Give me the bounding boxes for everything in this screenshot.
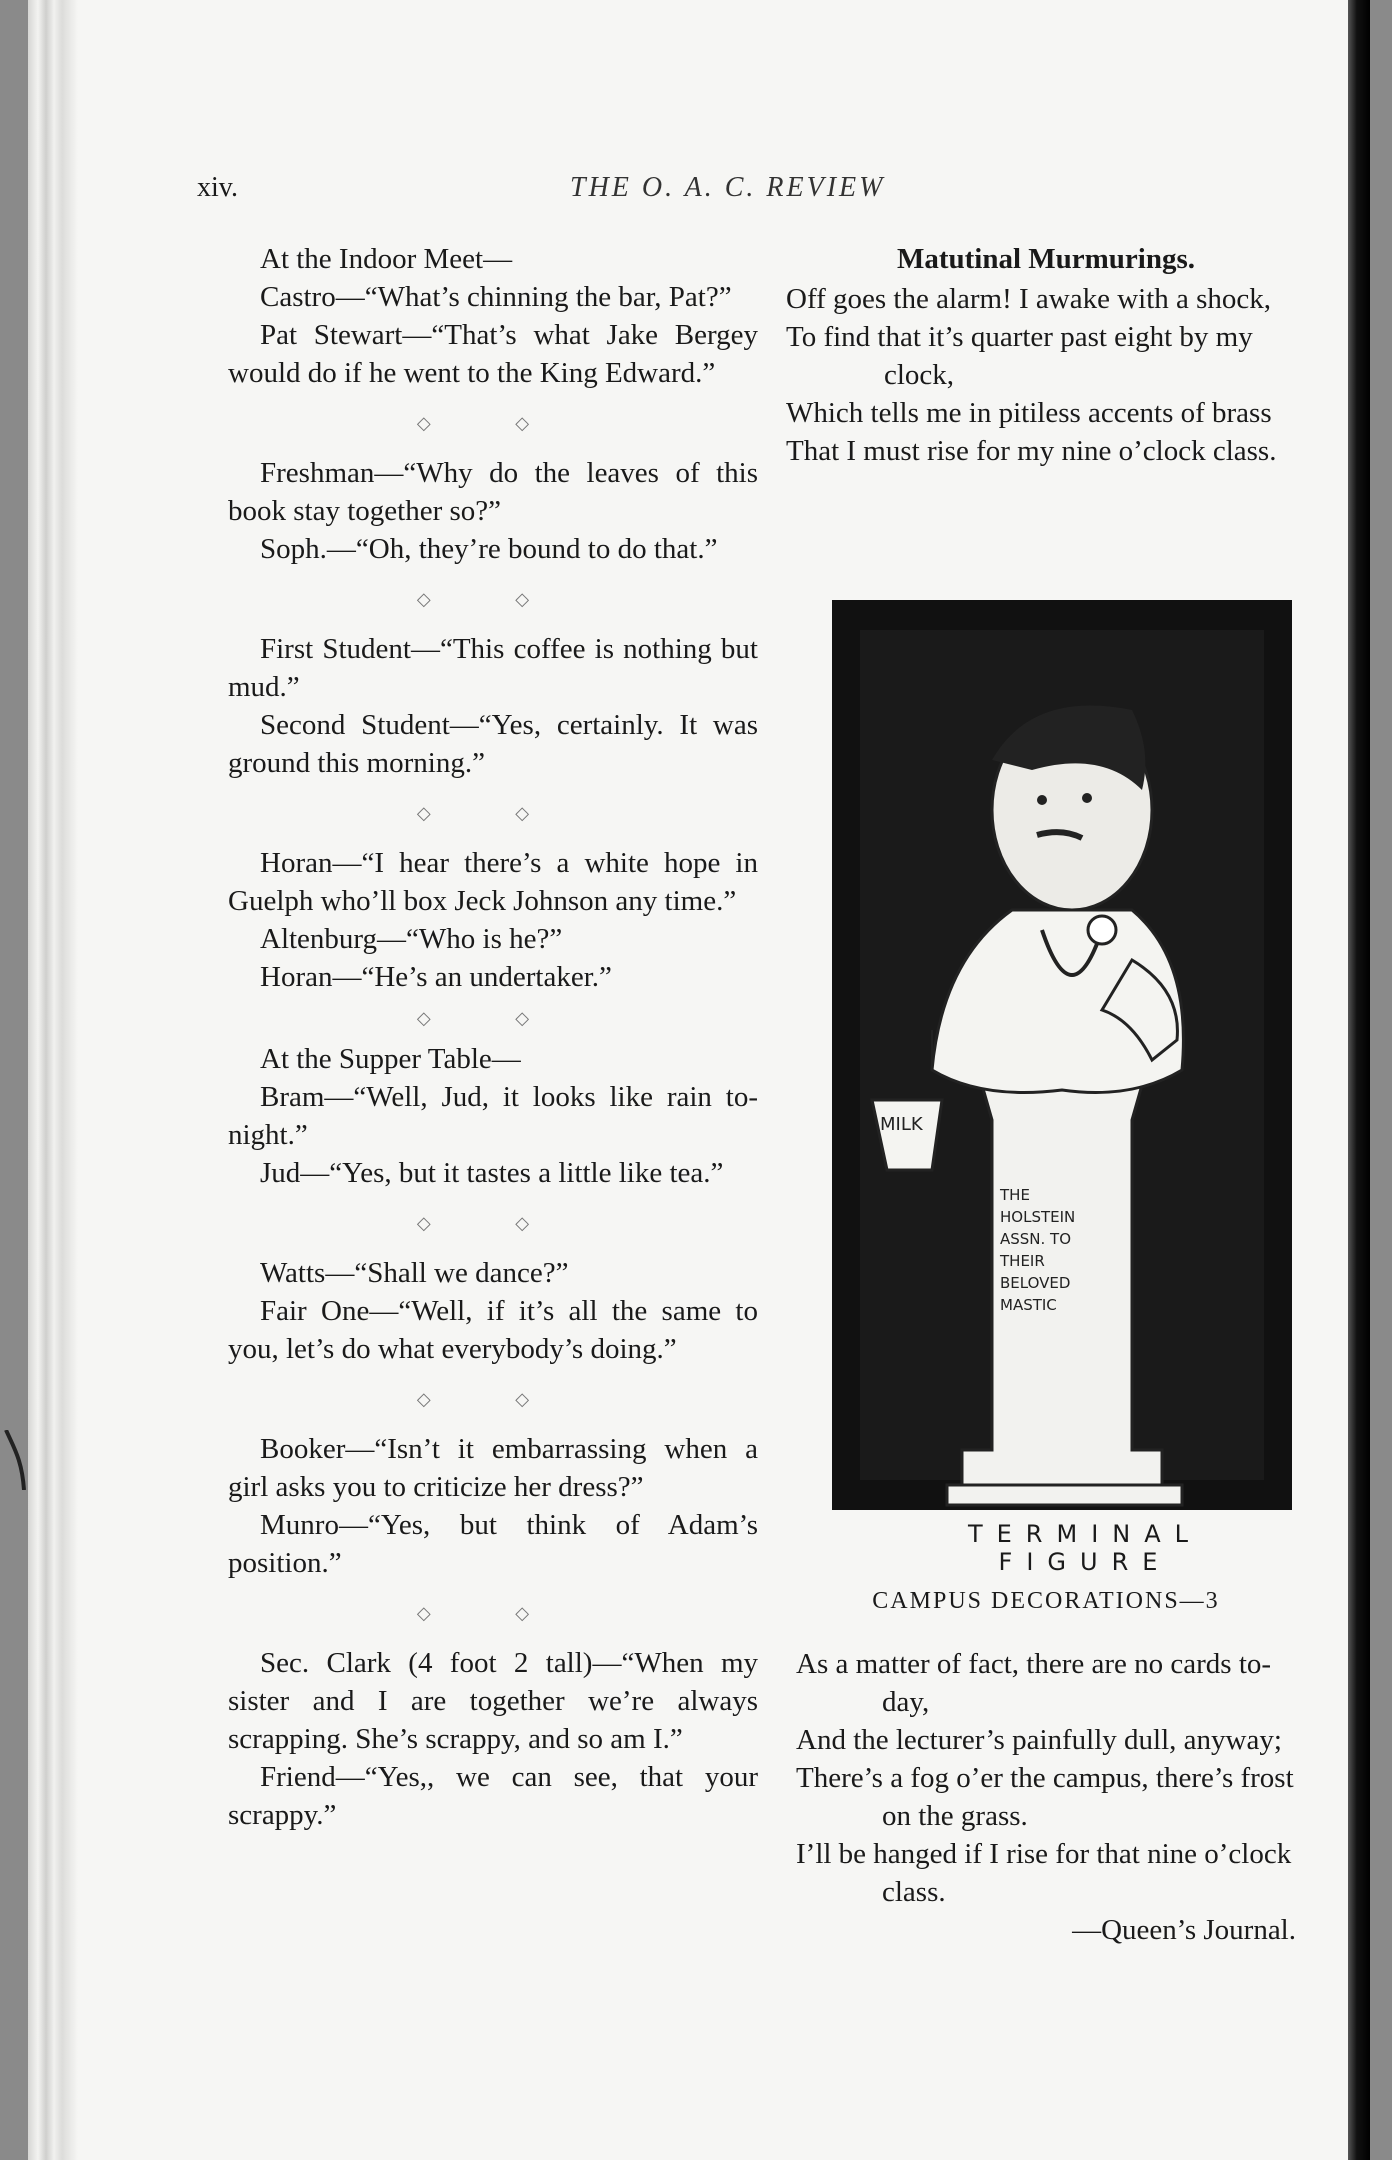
paragraph: Booker—“Isn’t it embarrassing when a girl asks you to criticize her dress?” [228, 1433, 758, 1503]
poem-title: Matutinal Murmurings. [896, 243, 1196, 275]
paragraph: Bram—“Well, Jud, it looks like rain to-night.” [228, 1081, 758, 1151]
pail-label: MILK [880, 1114, 923, 1135]
running-header [197, 172, 977, 216]
paragraph: Jud—“Yes, but it tastes a little like tea.” [260, 1157, 724, 1189]
illustration-caption: CAMPUS DECORATIONS—3 [872, 1588, 1220, 1614]
illustration-label: TERMINAL FIGURE [967, 1520, 1203, 1576]
poem-line: As a matter of fact, there are no cards to-day, [796, 1648, 1272, 1718]
paragraph: Sec. Clark (4 foot 2 tall)—“When my sister and I are together we’re always scrapping. She’s scrappy, and so am I.” [228, 1647, 758, 1755]
poem-line: And the lecturer’s painfully dull, anyway; [796, 1724, 1282, 1756]
paragraph: Soph.—“Oh, they’re bound to do that.” [260, 533, 718, 565]
cartoon-illustration [832, 600, 1292, 1510]
poem-queens [796, 1645, 1306, 1949]
separator-ornament: ◇ ◇ [416, 1213, 570, 1233]
paragraph: Castro—“What’s chinning the bar, Pat?” [260, 281, 732, 313]
poem-line: That I must rise for my nine o’clock class. [786, 435, 1277, 467]
paragraph: Pat Stewart—“That’s what Jake Bergey would do if he went to the King Edward.” [228, 319, 758, 389]
pedestal-line: THEIR [1000, 1252, 1045, 1270]
book-spine [1348, 0, 1370, 2160]
poem-matutinal [786, 240, 1306, 470]
pedestal-line: BELOVED [1000, 1274, 1071, 1292]
poem-source: —Queen’s Journal. [1072, 1914, 1296, 1946]
paragraph: Fair One—“Well, if it’s all the same to you, let’s do what everybody’s doing.” [228, 1295, 758, 1365]
pedestal-line: ASSN. TO [1000, 1230, 1072, 1248]
pedestal-line: HOLSTEIN [1000, 1208, 1076, 1226]
paragraph: At the Indoor Meet— [260, 243, 513, 275]
paragraph: Altenburg—“Who is he?” [260, 923, 563, 955]
paragraph: First Student—“This coffee is nothing but mud.” [228, 633, 758, 703]
poem-line: Off goes the alarm! I awake with a shock, [786, 283, 1272, 315]
poem-line: Which tells me in pitiless accents of brass [786, 397, 1272, 429]
paragraph: Horan—“He’s an undertaker.” [260, 961, 612, 993]
page-number: xiv. [197, 172, 238, 203]
poem-line: I’ll be hanged if I rise for that nine o’clock class. [796, 1838, 1292, 1908]
paragraph: At the Supper Table— [260, 1043, 521, 1075]
paragraph: Freshman—“Why do the leaves of this book stay together so?” [228, 457, 758, 527]
separator-ornament: ◇ ◇ [416, 589, 570, 609]
paragraph: Watts—“Shall we dance?” [260, 1257, 569, 1289]
separator-ornament: ◇ ◇ [416, 1389, 570, 1409]
page-edge [28, 0, 78, 2160]
page-tab-mark [0, 1430, 26, 1490]
paragraph: Second Student—“Yes, certainly. It was ground this morning.” [228, 709, 758, 779]
poem-line: To find that it’s quarter past eight by my clock, [786, 321, 1253, 391]
separator-ornament: ◇ ◇ [416, 1008, 570, 1028]
paragraph: Munro—“Yes, but think of Adam’s position.” [228, 1509, 758, 1579]
separator-ornament: ◇ ◇ [416, 413, 570, 433]
left-column [228, 240, 758, 1834]
paragraph: Horan—“I hear there’s a white hope in Guelph who’ll box Jeck Johnson any time.” [228, 847, 758, 917]
pedestal-line: MASTIC [1000, 1296, 1057, 1314]
paragraph: Friend—“Yes,, we can see, that your scrappy.” [228, 1761, 758, 1831]
journal-title: THE O. A. C. REVIEW [570, 172, 886, 203]
poem-line: There’s a fog o’er the campus, there’s frost on the grass. [796, 1762, 1294, 1832]
pedestal-line: THE [1000, 1186, 1030, 1204]
separator-ornament: ◇ ◇ [416, 1603, 570, 1623]
separator-ornament: ◇ ◇ [416, 803, 570, 823]
